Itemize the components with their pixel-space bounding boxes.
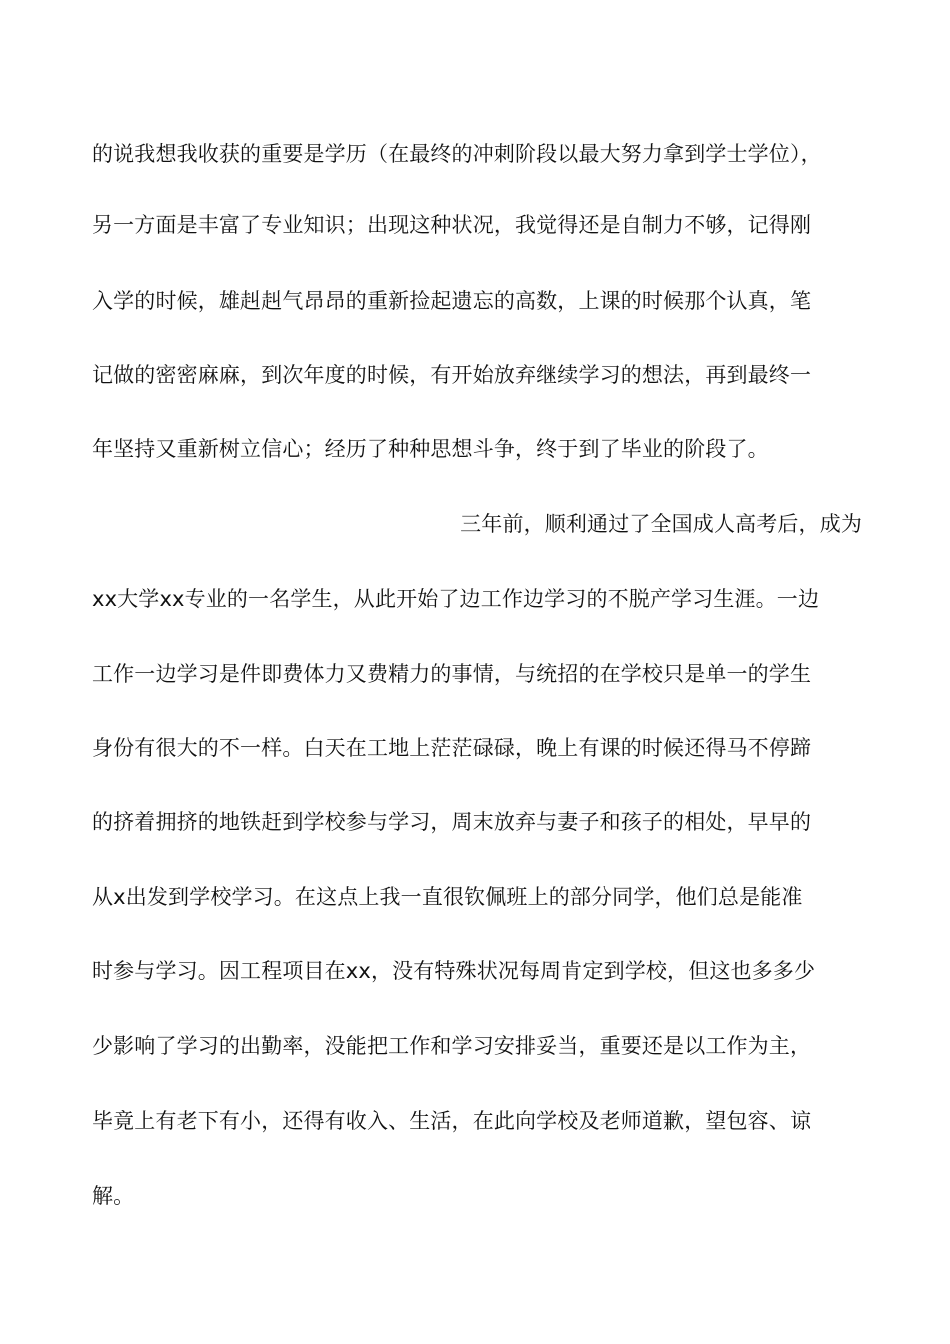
text-line-4: 记做的密密麻麻，到次年度的时候，有开始放弃继续学习的想法，再到最终一 [92,363,812,387]
text-line-9: 身份有很大的不一样。白天在工地上茫茫碌碌，晚上有课的时候还得马不停蹄 [92,736,812,760]
text-line-1: 的说我想我收获的重要是学历（在最终的冲刺阶段以最大努力拿到学士学位）， [92,142,822,166]
text-line-10: 的挤着拥挤的地铁赶到学校参与学习，周末放弃与妻子和孩子的相处，早早的 [92,810,812,834]
text-line-15: 解。 [92,1184,135,1208]
text-line-6: 三年前，顺利通过了全国成人高考后，成为 [460,512,862,536]
text-line-7: xx大学xx专业的一名学生，从此开始了边工作边学习的不脱产学习生涯。一边 [92,587,820,611]
text-line-14: 毕竟上有老下有小，还得有收入、生活，在此向学校及老师道歉，望包容、谅 [92,1109,812,1133]
text-line-11: 从x出发到学校学习。在这点上我一直很钦佩班上的部分同学，他们总是能准 [92,885,803,909]
text-line-2: 另一方面是丰富了专业知识；出现这种状况，我觉得还是自制力不够，记得刚 [92,213,812,237]
text-line-8: 工作一边学习是件即费体力又费精力的事情，与统招的在学校只是单一的学生 [92,662,812,686]
text-line-5: 年坚持又重新树立信心；经历了种种思想斗争，终于到了毕业的阶段了。 [92,437,769,461]
text-line-13: 少影响了学习的出勤率，没能把工作和学习安排妥当，重要还是以工作为主， [92,1034,812,1058]
text-line-3: 入学的时候，雄赳赳气昂昂的重新捡起遗忘的高数，上课的时候那个认真，笔 [92,289,812,313]
text-line-12: 时参与学习。因工程项目在xx，没有特殊状况每周肯定到学校，但这也多多少 [92,959,816,983]
